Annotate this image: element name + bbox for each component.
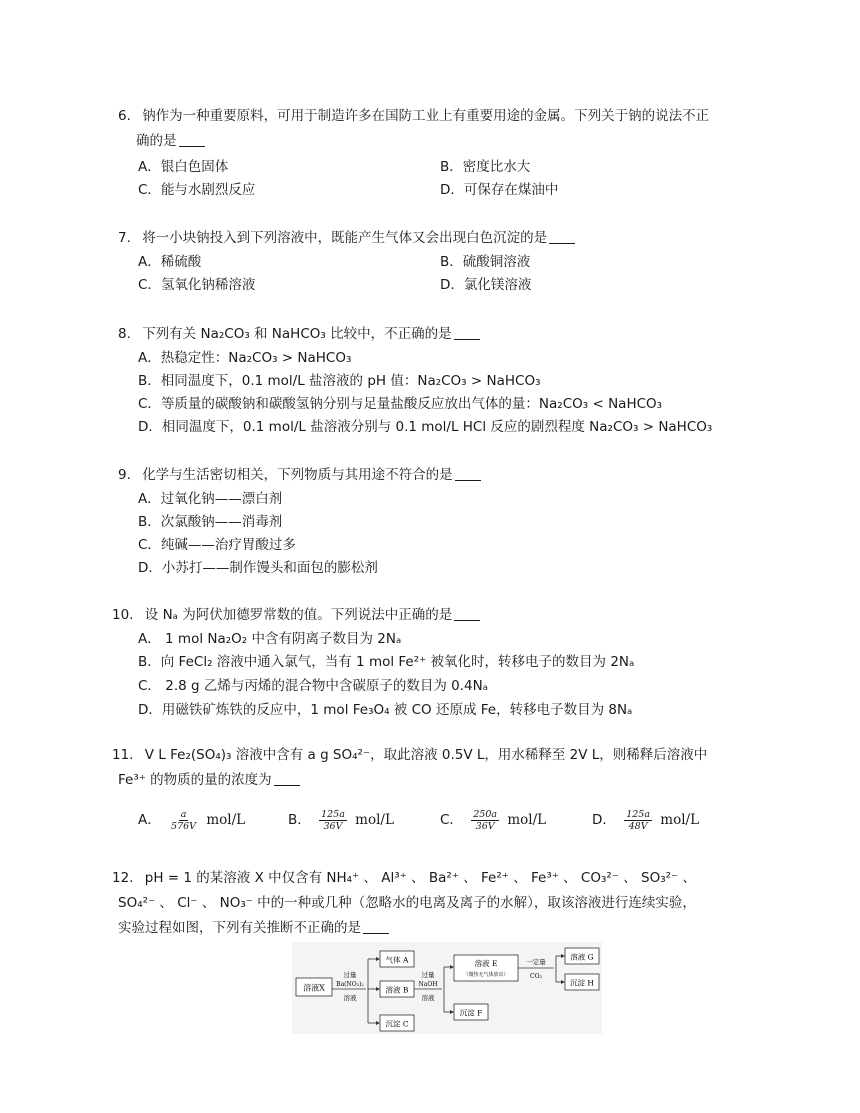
option-d bbox=[138, 700, 632, 720]
option-text: 能与水剧烈反应 bbox=[160, 182, 256, 198]
fraction-numerator: a bbox=[180, 808, 187, 820]
option-c bbox=[138, 676, 488, 696]
question-number: 9. bbox=[118, 467, 131, 483]
option-b bbox=[440, 252, 530, 272]
option-unit: mol/L bbox=[206, 812, 246, 828]
question-stem: 设 Nₐ 为阿伏加德罗常数的值。下列说法中正确的是 bbox=[144, 607, 453, 623]
label-step2-mid: NaOH bbox=[418, 981, 438, 988]
fraction-denominator: 576V bbox=[171, 820, 197, 832]
option-c bbox=[138, 535, 296, 555]
option-unit: mol/L bbox=[507, 812, 547, 828]
question-stem-line bbox=[118, 893, 696, 913]
answer-blank bbox=[454, 606, 480, 621]
fraction-denominator: 48V bbox=[628, 820, 648, 832]
question-stem: 钠作为一种重要原料，可用于制造许多在国防工业上有重要用途的金属。下列关于钠的说法不正 bbox=[142, 108, 710, 124]
question-stem: 实验过程如图，下列有关推断不正确的是 bbox=[118, 920, 361, 936]
option-text: 热稳定性：Na₂CO₃ > NaHCO₃ bbox=[160, 350, 352, 366]
label-gas-a: 气体 A bbox=[385, 955, 409, 965]
question-stem-line bbox=[112, 868, 696, 888]
label-solution-e: 溶液 E bbox=[474, 959, 498, 968]
question-stem: 确的是 bbox=[136, 133, 177, 149]
option-c bbox=[138, 275, 255, 295]
label-step3-top: 一定量 bbox=[526, 958, 546, 966]
option-label: D． bbox=[138, 702, 162, 718]
option-text: 相同温度下，0.1 mol/L 盐溶液的 pH 值：Na₂CO₃ > NaHCO₃ bbox=[160, 373, 541, 389]
label-solution-b: 溶液 B bbox=[385, 985, 409, 995]
option-label: D． bbox=[138, 560, 162, 576]
experiment-flow-diagram bbox=[292, 942, 602, 1034]
option-b bbox=[288, 807, 394, 833]
option-label: C． bbox=[138, 537, 161, 553]
option-b bbox=[138, 652, 634, 672]
option-label: D． bbox=[440, 182, 464, 198]
option-label: A． bbox=[138, 812, 161, 828]
answer-blank bbox=[454, 325, 480, 340]
option-b bbox=[138, 512, 282, 532]
option-b bbox=[440, 157, 530, 177]
option-label: B． bbox=[138, 654, 161, 670]
option-c bbox=[440, 807, 546, 833]
question-stem: 化学与生活密切相关，下列物质与其用途不符合的是 bbox=[142, 467, 453, 483]
fraction-numerator: 250a bbox=[473, 808, 498, 820]
option-text: 可保存在煤油中 bbox=[463, 182, 559, 198]
option-text: 密度比水大 bbox=[462, 159, 531, 175]
question-stem-line bbox=[112, 745, 707, 765]
option-label: A． bbox=[138, 631, 161, 647]
fraction bbox=[471, 809, 499, 832]
option-d bbox=[592, 807, 699, 833]
fraction bbox=[624, 809, 652, 832]
question-number: 12. bbox=[112, 870, 134, 886]
label-solution-g: 溶液 G bbox=[570, 952, 594, 962]
label-step2-top: 过量 bbox=[421, 971, 435, 979]
option-text: 稀硫酸 bbox=[160, 254, 202, 270]
option-text: 过氧化钠——漂白剂 bbox=[160, 491, 283, 507]
option-d bbox=[138, 417, 712, 437]
answer-blank bbox=[455, 466, 481, 481]
label-solution-e-note: （微热无气体放出） bbox=[463, 972, 509, 978]
question-number: 10. bbox=[112, 607, 134, 623]
question-number: 6. bbox=[118, 108, 131, 124]
option-text: 小苏打——制作馒头和面包的膨松剂 bbox=[161, 560, 378, 576]
option-label: D． bbox=[440, 277, 464, 293]
answer-blank bbox=[363, 919, 389, 934]
option-label: B． bbox=[138, 373, 161, 389]
option-c bbox=[138, 394, 662, 414]
option-label: B． bbox=[440, 254, 463, 270]
diagram-background bbox=[292, 942, 602, 1034]
option-label: C． bbox=[138, 396, 161, 412]
question-stem-line bbox=[112, 605, 480, 625]
fraction-numerator: 125a bbox=[321, 808, 345, 820]
option-text: 银白色固体 bbox=[160, 159, 229, 175]
option-text: 2.8 g 乙烯与丙烯的混合物中含碳原子的数目为 0.4Nₐ bbox=[160, 678, 488, 694]
label-precipitate-h: 沉淀 H bbox=[570, 978, 594, 988]
option-text: 等质量的碳酸钠和碳酸氢钠分别与足量盐酸反应放出气体的量：Na₂CO₃ < NaHCO₃ bbox=[160, 396, 663, 412]
option-label: A． bbox=[138, 159, 161, 175]
option-c bbox=[138, 180, 255, 200]
option-text: 氢氧化钠稀溶液 bbox=[160, 277, 256, 293]
question-stem: 将一小块钠投入到下列溶液中，既能产生气体又会出现白色沉淀的是 bbox=[142, 230, 548, 246]
label-step2-bottom: 溶液 bbox=[421, 994, 435, 1002]
question-stem: SO₄²⁻ 、 Cl⁻ 、 NO₃⁻ 中的一种或几种（忽略水的电离及离子的水解），取该溶液进行连续实验， bbox=[118, 895, 696, 911]
option-label: A． bbox=[138, 350, 161, 366]
question-number: 8. bbox=[118, 326, 131, 342]
option-a bbox=[138, 807, 245, 833]
option-a bbox=[138, 348, 351, 368]
question-stem-line bbox=[118, 465, 481, 485]
option-text: 用磁铁矿炼铁的反应中，1 mol Fe₃O₄ 被 CO 还原成 Fe，转移电子数目为 8Nₐ bbox=[161, 702, 633, 718]
option-text: 纯碱——治疗胃酸过多 bbox=[160, 537, 296, 553]
answer-blank bbox=[274, 771, 300, 786]
option-label: C． bbox=[138, 277, 161, 293]
question-stem-line bbox=[118, 324, 480, 344]
answer-blank bbox=[179, 132, 205, 147]
question-number: 11. bbox=[112, 747, 134, 763]
label-precipitate-c: 沉淀 C bbox=[385, 1019, 409, 1029]
option-b bbox=[138, 371, 540, 391]
question-stem-line bbox=[136, 131, 205, 151]
label-step1-top: 过量 bbox=[343, 971, 357, 979]
question-stem-line bbox=[118, 106, 709, 126]
question-number: 7. bbox=[118, 230, 131, 246]
option-text: 向 FeCl₂ 溶液中通入氯气，当有 1 mol Fe²⁺ 被氧化时，转移电子的数目为 2Nₐ bbox=[160, 654, 635, 670]
option-a bbox=[138, 252, 201, 272]
option-text: 相同温度下，0.1 mol/L 盐溶液分别与 0.1 mol/L HCl 反应的剧烈程度 Na₂CO₃ > NaHCO₃ bbox=[161, 419, 713, 435]
question-stem-line bbox=[118, 770, 300, 790]
label-solution-x: 溶液X bbox=[303, 983, 325, 993]
option-unit: mol/L bbox=[355, 812, 394, 828]
option-label: B． bbox=[440, 159, 463, 175]
option-text: 硫酸铜溶液 bbox=[462, 254, 531, 270]
option-label: A． bbox=[138, 491, 161, 507]
answer-blank bbox=[549, 229, 575, 244]
option-a bbox=[138, 489, 282, 509]
option-d bbox=[440, 275, 531, 295]
option-label: B． bbox=[288, 812, 311, 828]
fraction bbox=[169, 809, 198, 832]
option-a bbox=[138, 157, 228, 177]
label-step1-mid: Ba(NO₃)₂ bbox=[336, 981, 364, 988]
option-label: D． bbox=[592, 812, 616, 828]
option-d bbox=[440, 180, 558, 200]
option-d bbox=[138, 558, 378, 578]
question-stem: V L Fe₂(SO₄)₃ 溶液中含有 a g SO₄²⁻，取此溶液 0.5V L，用水稀释至 2V L，则稀释后溶液中 bbox=[144, 747, 708, 763]
question-stem-line bbox=[118, 228, 575, 248]
option-label: A． bbox=[138, 254, 161, 270]
option-text: 氯化镁溶液 bbox=[463, 277, 532, 293]
fraction-denominator: 36V bbox=[475, 820, 495, 832]
label-step1-bottom: 溶液 bbox=[343, 994, 357, 1002]
option-a bbox=[138, 629, 401, 649]
question-stem: pH = 1 的某溶液 X 中仅含有 NH₄⁺ 、 Al³⁺ 、 Ba²⁺ 、 Fe²⁺ 、 Fe³⁺ 、 CO₃²⁻ 、 SO₃²⁻ 、 bbox=[144, 870, 696, 886]
question-stem: 下列有关 Na₂CO₃ 和 NaHCO₃ 比较中，不正确的是 bbox=[142, 326, 452, 342]
fraction-denominator: 36V bbox=[323, 820, 343, 832]
label-precipitate-f: 沉淀 F bbox=[459, 1008, 483, 1018]
fraction bbox=[319, 809, 347, 832]
option-unit: mol/L bbox=[660, 812, 700, 828]
option-text: 1 mol Na₂O₂ 中含有阴离子数目为 2Nₐ bbox=[160, 631, 402, 647]
option-label: C． bbox=[440, 812, 463, 828]
option-label: B． bbox=[138, 514, 161, 530]
question-stem-line bbox=[118, 918, 389, 938]
option-label: D． bbox=[138, 419, 162, 435]
label-step3-bottom: CO₂ bbox=[530, 973, 542, 980]
option-text: 次氯酸钠——消毒剂 bbox=[160, 514, 283, 530]
option-label: C． bbox=[138, 678, 161, 694]
option-label: C． bbox=[138, 182, 161, 198]
question-stem: Fe³⁺ 的物质的量的浓度为 bbox=[118, 772, 272, 788]
fraction-numerator: 125a bbox=[626, 808, 650, 820]
